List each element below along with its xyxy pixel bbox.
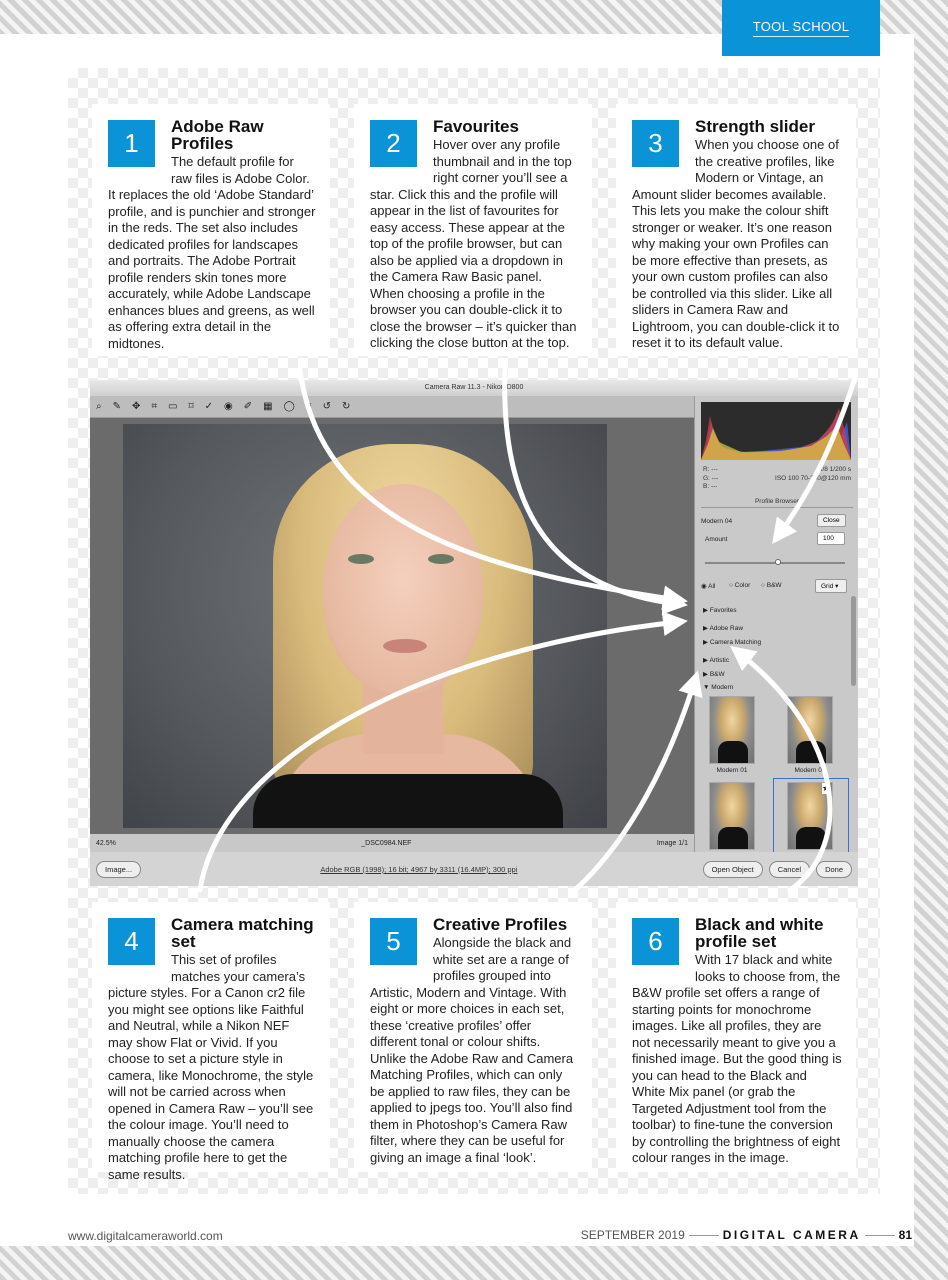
image-viewport: [90, 418, 694, 834]
white-balance-icon[interactable]: ✎: [112, 401, 121, 412]
status-bar: [90, 834, 694, 852]
spot-removal-icon[interactable]: ✓: [204, 401, 214, 412]
open-object-button[interactable]: Open Object: [703, 861, 763, 878]
filter-all[interactable]: ◉ All: [701, 583, 716, 590]
slider-knob[interactable]: [775, 559, 781, 565]
profile-thumb[interactable]: [787, 782, 833, 850]
camera-raw-screenshot: [90, 380, 858, 886]
tip-card-2: [354, 104, 592, 356]
brush-icon[interactable]: ✐: [243, 401, 253, 412]
transform-icon[interactable]: ⌑: [188, 401, 194, 412]
tip-title: Creative Profiles: [433, 915, 568, 934]
tip-number: 3: [632, 120, 679, 167]
group-favorites[interactable]: ▶ Favorites: [703, 607, 737, 614]
image-counter: Image 1/1: [656, 839, 688, 847]
panel-scrollbar[interactable]: [851, 596, 856, 686]
tip-number: 5: [370, 918, 417, 965]
amount-label: Amount: [705, 536, 728, 543]
workflow-options-link[interactable]: Adobe RGB (1998); 16 bit; 4967 by 3311 (16.4MP); 300 ppi: [320, 864, 518, 874]
tip-title: Adobe Raw Profiles: [171, 117, 264, 153]
tip-number: 4: [108, 918, 155, 965]
image-button[interactable]: Image...: [96, 861, 141, 878]
website-url[interactable]: www.digitalcameraworld.com: [68, 1229, 223, 1243]
filter-color[interactable]: ○ Color: [729, 582, 751, 589]
tip-number: 1: [108, 120, 155, 167]
red-eye-icon[interactable]: ◉: [224, 401, 233, 412]
amount-value[interactable]: 100: [817, 532, 845, 545]
zoom-icon[interactable]: ⌕: [96, 401, 102, 412]
crop-icon[interactable]: ⌗: [151, 401, 158, 412]
thumb-label: Modern 02: [794, 767, 826, 774]
tip-card-1: [92, 104, 330, 356]
profile-name: Modern 04: [701, 518, 733, 525]
file-name: _DSC0984.NEF: [361, 839, 412, 847]
issue-date: SEPTEMBER 2019: [580, 1228, 685, 1242]
group-camera-matching[interactable]: ▶ Camera Matching: [703, 639, 762, 646]
group-adobe-raw[interactable]: ▶ Adobe Raw: [703, 625, 744, 632]
magazine-name: DIGITAL CAMERA: [722, 1228, 861, 1242]
tip-body: This set of profiles matches your camera’s picture styles. For a Canon cr2 file you might see options like Faithful and Neutral, while a Nikon NEF may show Flat or Vivid. If you choose to set a picture style in camera, like Monochrome, the style will not be carried across when opened in Camera Raw – you’ll see the colour image. You’ll need to manually choose the camera matching profile here to get the same results.: [108, 952, 314, 1182]
color-sampler-icon[interactable]: ✥: [132, 401, 141, 412]
preferences-icon[interactable]: ≡: [305, 401, 312, 412]
rotate-left-icon[interactable]: ↺: [322, 401, 332, 412]
amount-slider[interactable]: [705, 562, 845, 564]
group-bw[interactable]: ▶ B&W: [703, 671, 725, 678]
bottom-bar: [90, 852, 858, 886]
done-button[interactable]: Done: [816, 861, 852, 878]
group-modern[interactable]: ▼ Modern: [703, 684, 734, 691]
section-tag: TOOL SCHOOL: [722, 0, 880, 56]
tip-card-6: [616, 902, 856, 1172]
rgb-readout: R: --- G: --- B: --- f/8 1/200 s ISO 100 70-200@120 mm: [703, 466, 851, 490]
tip-body: Hover over any profile thumbnail and in the top right corner you’ll see a star. Click this and the profile will appear in the list of favourites for easy access. These appear at the top of the profile browser, but can also be applied via a dropdown in the Camera Raw Basic panel. When choosing a profile in the browser you can double-click it to close the browser – it’s quicker than clicking the close button at the top.: [370, 137, 577, 350]
right-panel: [694, 396, 858, 852]
tip-body: Alongside the black and white set are a range of profiles grouped into Artistic, Modern and Vintage. With eight or more choices in each set, these ‘creative profiles’ offer different tonal or colour shifts. Unlike the Adobe Raw and Camera Matching Profiles, which can only be applied to raw files, they can be applied to jpegs too. You’ll also find them in Photoshop’s Camera Raw filter, where they can be useful for giving an image a final ‘look’.: [370, 935, 574, 1165]
tip-body: The default profile for raw files is Adobe Color. It replaces the old ‘Adobe Standard’ profile, and is punchier and stronger in the reds. The set also includes dedicated profiles for landscapes and portraits. The Adobe Portrait profile renders skin tones more accurately, while Adobe Landscape enhances blues and greens, as well as offering extra detail in the midtones.: [108, 154, 316, 351]
folio: [581, 1228, 912, 1242]
cancel-button[interactable]: Cancel: [769, 861, 810, 878]
zoom-level[interactable]: 42.5%: [96, 839, 116, 847]
tip-title: Strength slider: [695, 117, 815, 136]
profile-thumb[interactable]: [709, 696, 755, 764]
tip-card-5: [354, 902, 592, 1172]
tip-card-3: [616, 104, 856, 356]
gradient-icon[interactable]: ▦: [263, 401, 273, 412]
tip-number: 2: [370, 120, 417, 167]
page-number: 81: [898, 1228, 912, 1242]
thumb-label: Modern 01: [716, 767, 748, 774]
group-artistic[interactable]: ▶ Artistic: [703, 657, 729, 664]
tip-body: With 17 black and white looks to choose from, the B&W profile set offers a range of starting points for monochrome images. Like all profiles, they are not necessarily meant to give you a finished image. But the good thing is you can head to the Black and White Mix panel (or grab the Targeted Adjustment tool from the toolbar) to fine-tune the conversion by controlling the brightness of eight colour ranges in the image.: [632, 952, 842, 1165]
profile-browser-title: Profile Browser: [701, 498, 853, 508]
rotate-right-icon[interactable]: ↻: [342, 401, 351, 412]
tip-title: Black and white profile set: [695, 915, 824, 951]
window-title: Camera Raw 11.3 - Nikon D800: [90, 380, 858, 396]
tip-title: Camera matching set: [171, 915, 314, 951]
straighten-icon[interactable]: ▭: [168, 401, 178, 412]
profile-thumb[interactable]: [709, 782, 755, 850]
tip-number: 6: [632, 918, 679, 965]
filter-bw[interactable]: ○ B&W: [761, 582, 782, 589]
histogram: [701, 402, 851, 460]
close-button[interactable]: Close: [817, 514, 846, 527]
profile-thumb[interactable]: [787, 696, 833, 764]
tip-title: Favourites: [433, 117, 519, 136]
portrait-photo: [123, 424, 607, 828]
favorite-star-icon[interactable]: ★: [821, 783, 830, 793]
tip-body: When you choose one of the creative profiles, like Modern or Vintage, an Amount slider becomes available. This lets you make the colour shift stronger or weaker. It’s one reason why making your own Profiles can be more effective than presets, as your own custom profiles can also be controlled via this slider. Like all sliders in Camera Raw and Lightroom, you can double-click it to reset it to its default value.: [632, 137, 840, 350]
tip-card-4: [92, 902, 330, 1182]
radial-filter-icon[interactable]: ◯: [283, 401, 295, 412]
view-dropdown[interactable]: Grid ▾: [815, 579, 847, 593]
